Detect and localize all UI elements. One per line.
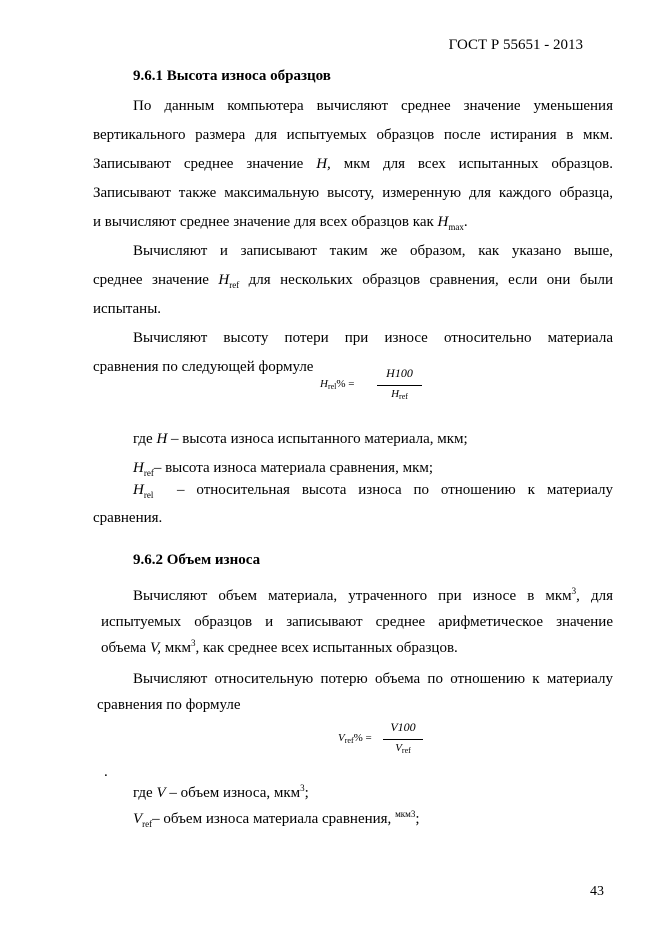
formula-lhs — [338, 732, 372, 745]
subscript: ref — [344, 736, 354, 745]
text-run: , для — [576, 588, 613, 604]
paragraph-line: Вычисляют относительную потерю объема по отношению к материалу — [133, 671, 613, 687]
text-run: где — [133, 431, 157, 447]
fraction-bar — [377, 385, 422, 386]
paragraph-line — [93, 272, 613, 289]
variable: H — [437, 214, 449, 230]
subscript: ref — [399, 392, 408, 401]
text-run: – высота износа испытанного материала, мкм; — [167, 431, 468, 447]
text-run: , как среднее всех испытанных образцов. — [195, 640, 458, 656]
variable: H — [133, 460, 144, 476]
text-run: где — [133, 785, 157, 801]
formula-operator: % = — [336, 378, 355, 390]
section-heading-9-6-2: 9.6.2 Объем износа — [133, 552, 261, 568]
text-run: мкм для всех испытанных образцов. — [330, 156, 613, 172]
text-run: мкм — [160, 640, 191, 656]
subscript: ref — [143, 468, 154, 478]
paragraph-line: испытаны. — [93, 301, 162, 317]
paragraph-line — [93, 156, 613, 173]
subscript: max — [448, 222, 464, 232]
variable: H — [156, 431, 168, 447]
formula-numerator: H100 — [386, 366, 413, 380]
subscript: ref — [142, 819, 153, 829]
definition-line — [133, 811, 653, 828]
paragraph-line — [93, 214, 613, 231]
text-run: Вычисляют объем материала, утраченного при износе в мкм — [133, 588, 572, 604]
variable: H, — [316, 156, 331, 172]
text-run: – объем износа, мкм — [165, 785, 301, 801]
text-run: для нескольких образцов сравнения, если они были — [239, 272, 613, 288]
text-run: – высота износа материала сравнения, мкм; — [153, 460, 434, 476]
definition-line: сравнения. — [93, 510, 163, 526]
superscript: 3 — [571, 586, 577, 596]
formula-denominator — [383, 742, 423, 755]
paragraph-line: сравнения по формуле — [97, 697, 241, 713]
definition-line: – относительная высота износа по отношению к материалу — [177, 482, 613, 498]
formula-relative-height — [320, 366, 430, 408]
document-header: ГОСТ Р 55651 - 2013 — [448, 37, 583, 53]
subscript: ref — [401, 746, 411, 755]
text-run: ; — [304, 785, 309, 801]
paragraph-line — [101, 640, 621, 657]
formula-operator: % = — [353, 732, 372, 744]
fraction-bar — [383, 739, 423, 740]
variable: V — [338, 732, 345, 744]
subscript: rel — [143, 490, 154, 500]
paragraph-line: сравнения по следующей формуле — [93, 359, 314, 375]
text-run: ; — [415, 811, 420, 827]
formula-relative-volume — [338, 720, 438, 762]
variable: V — [156, 785, 166, 801]
page-number: 43 — [590, 884, 604, 899]
stray-dot: . — [104, 764, 108, 780]
paragraph-line: вертикального размера для испытуемых образцов после истирания в мкм. — [93, 127, 613, 143]
variable: V, — [149, 640, 161, 656]
text-run: . — [463, 214, 468, 230]
variable: H — [133, 482, 144, 498]
formula-lhs — [320, 378, 355, 391]
formula-numerator: V100 — [390, 720, 416, 734]
definition-line — [133, 785, 653, 802]
paragraph-line: испытуемых образцов и записывают среднее арифметическое значение — [101, 614, 613, 630]
section-heading-9-6-1: 9.6.1 Высота износа образцов — [133, 68, 331, 84]
variable: H — [320, 378, 328, 390]
paragraph-line: Записывают также максимальную высоту, измеренную для каждого образца, — [93, 185, 613, 201]
paragraph-line: Вычисляют и записывают таким же образом, как указано выше, — [133, 243, 613, 259]
formula-denominator — [377, 388, 422, 401]
paragraph-line: Вычисляют высоту потери при износе относительно материала — [133, 330, 613, 346]
paragraph-line — [133, 588, 613, 605]
variable: V — [395, 742, 402, 754]
superscript: 3 — [191, 638, 196, 648]
definition-line — [133, 460, 653, 477]
text-run: – объем износа материала сравнения, — [152, 811, 396, 827]
subscript: ref — [229, 280, 240, 290]
paragraph-line: По данным компьютера вычисляют среднее значение уменьшения — [133, 98, 613, 114]
text-run: среднее значение — [93, 272, 219, 288]
superscript: 3 — [300, 783, 305, 793]
subscript: rel — [327, 382, 337, 391]
text-run: и вычисляют среднее значение для всех образцов как — [93, 214, 438, 230]
superscript: мкм3 — [395, 809, 416, 819]
variable: H — [391, 388, 400, 400]
variable: V — [133, 811, 143, 827]
text-run: Записывают среднее значение — [93, 156, 317, 172]
text-run: объема — [101, 640, 150, 656]
variable: H — [218, 272, 230, 288]
definition-line — [133, 431, 653, 448]
